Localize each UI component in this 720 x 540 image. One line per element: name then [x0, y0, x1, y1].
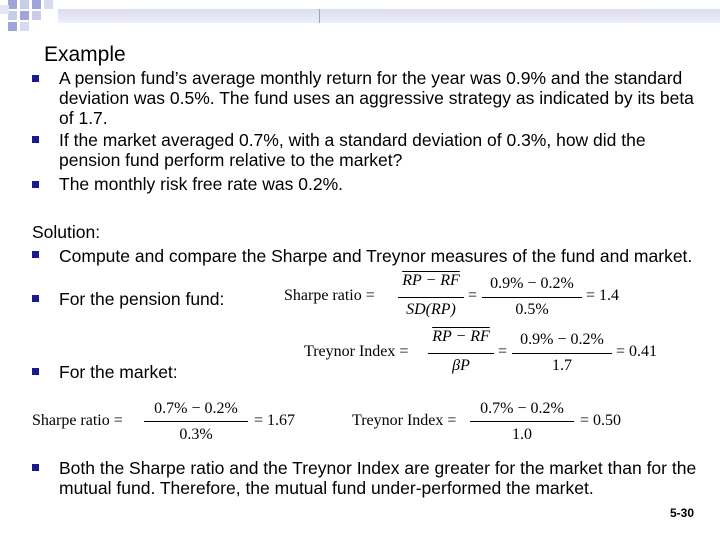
- fraction-bar: [512, 353, 612, 354]
- formula-label: Treynor Index =: [304, 343, 409, 360]
- numeric-denominator: 1.0: [512, 426, 532, 443]
- title-band: [58, 9, 720, 23]
- market-treynor-formula: [352, 398, 642, 448]
- problem-bullet-2: If the market averaged 0.7%, with a standard deviation of 0.3%, how did the pension fund perform relative to the market?: [59, 130, 646, 170]
- conclusion-bullet: Both the Sharpe ratio and the Treynor Index are greater for the market than for the mutual fund. Therefore, the mutual fund under-performed the market.: [59, 458, 697, 498]
- numeric-denominator: 1.7: [552, 357, 572, 374]
- fraction-bar: [482, 297, 582, 298]
- fund-treynor-formula: Treynor Index = RP − RF βP = 0.9% − 0.2% 1.7 = 0.41: [304, 328, 658, 374]
- bullet-marker: [32, 295, 39, 302]
- numeric-numerator: 0.7% − 0.2%: [154, 400, 238, 417]
- numeric-numerator: 0.9% − 0.2%: [520, 331, 604, 348]
- numeric-numerator: 0.9% − 0.2%: [490, 275, 574, 292]
- fund-sharpe-formula: Sharpe ratio = RP − RF SD(RP) = 0.9% − 0.2% 0.5% = 1.4: [284, 272, 620, 318]
- slide-title: Example: [44, 43, 126, 66]
- formula-result: = 0.41: [616, 343, 658, 360]
- symbolic-denominator: SD(RP): [406, 301, 456, 318]
- numeric-numerator: 0.7% − 0.2%: [480, 400, 564, 417]
- solution-bullet-2: For the pension fund:: [59, 289, 225, 309]
- formula-result: = 0.50: [580, 412, 622, 429]
- bullet-marker: [32, 251, 39, 258]
- problem-bullet-1: A pension fund’s average monthly return for the year was 0.9% and the standard deviation was 0.5%. The fund uses an aggressive strategy as indicated by its beta of 1.7.: [59, 68, 694, 128]
- formula-label: Sharpe ratio =: [32, 412, 123, 429]
- bullet-marker: [32, 136, 39, 143]
- bullet-marker: [32, 464, 39, 471]
- fraction-bar: [470, 421, 574, 422]
- formula-result: = 1.4: [586, 287, 620, 304]
- market-sharpe-formula: [32, 398, 322, 448]
- bullet-marker: [32, 181, 39, 188]
- bullet-marker: [32, 368, 39, 375]
- solution-heading: Solution:: [32, 222, 101, 242]
- fraction-bar: [428, 353, 494, 354]
- formula-label: Sharpe ratio =: [284, 287, 375, 304]
- bullet-marker: [32, 75, 39, 82]
- formula-result: = 1.67: [254, 412, 296, 429]
- solution-bullet-3: For the market:: [59, 362, 178, 382]
- fraction-bar: [398, 297, 464, 298]
- page-number: 5-30: [669, 506, 694, 520]
- symbolic-numerator: RP − RF: [402, 272, 460, 289]
- numeric-denominator: 0.3%: [179, 426, 213, 443]
- corner-decoration: [0, 0, 60, 40]
- problem-bullet-3: The monthly risk free rate was 0.2%.: [59, 174, 343, 194]
- fraction-bar: [144, 421, 248, 422]
- solution-bullet-1: Compute and compare the Sharpe and Treynor measures of the fund and market.: [59, 246, 693, 266]
- symbolic-denominator: βP: [452, 357, 470, 374]
- symbolic-numerator: RP − RF: [432, 328, 490, 345]
- numeric-denominator: 0.5%: [515, 301, 549, 318]
- formula-label: Treynor Index =: [352, 412, 457, 429]
